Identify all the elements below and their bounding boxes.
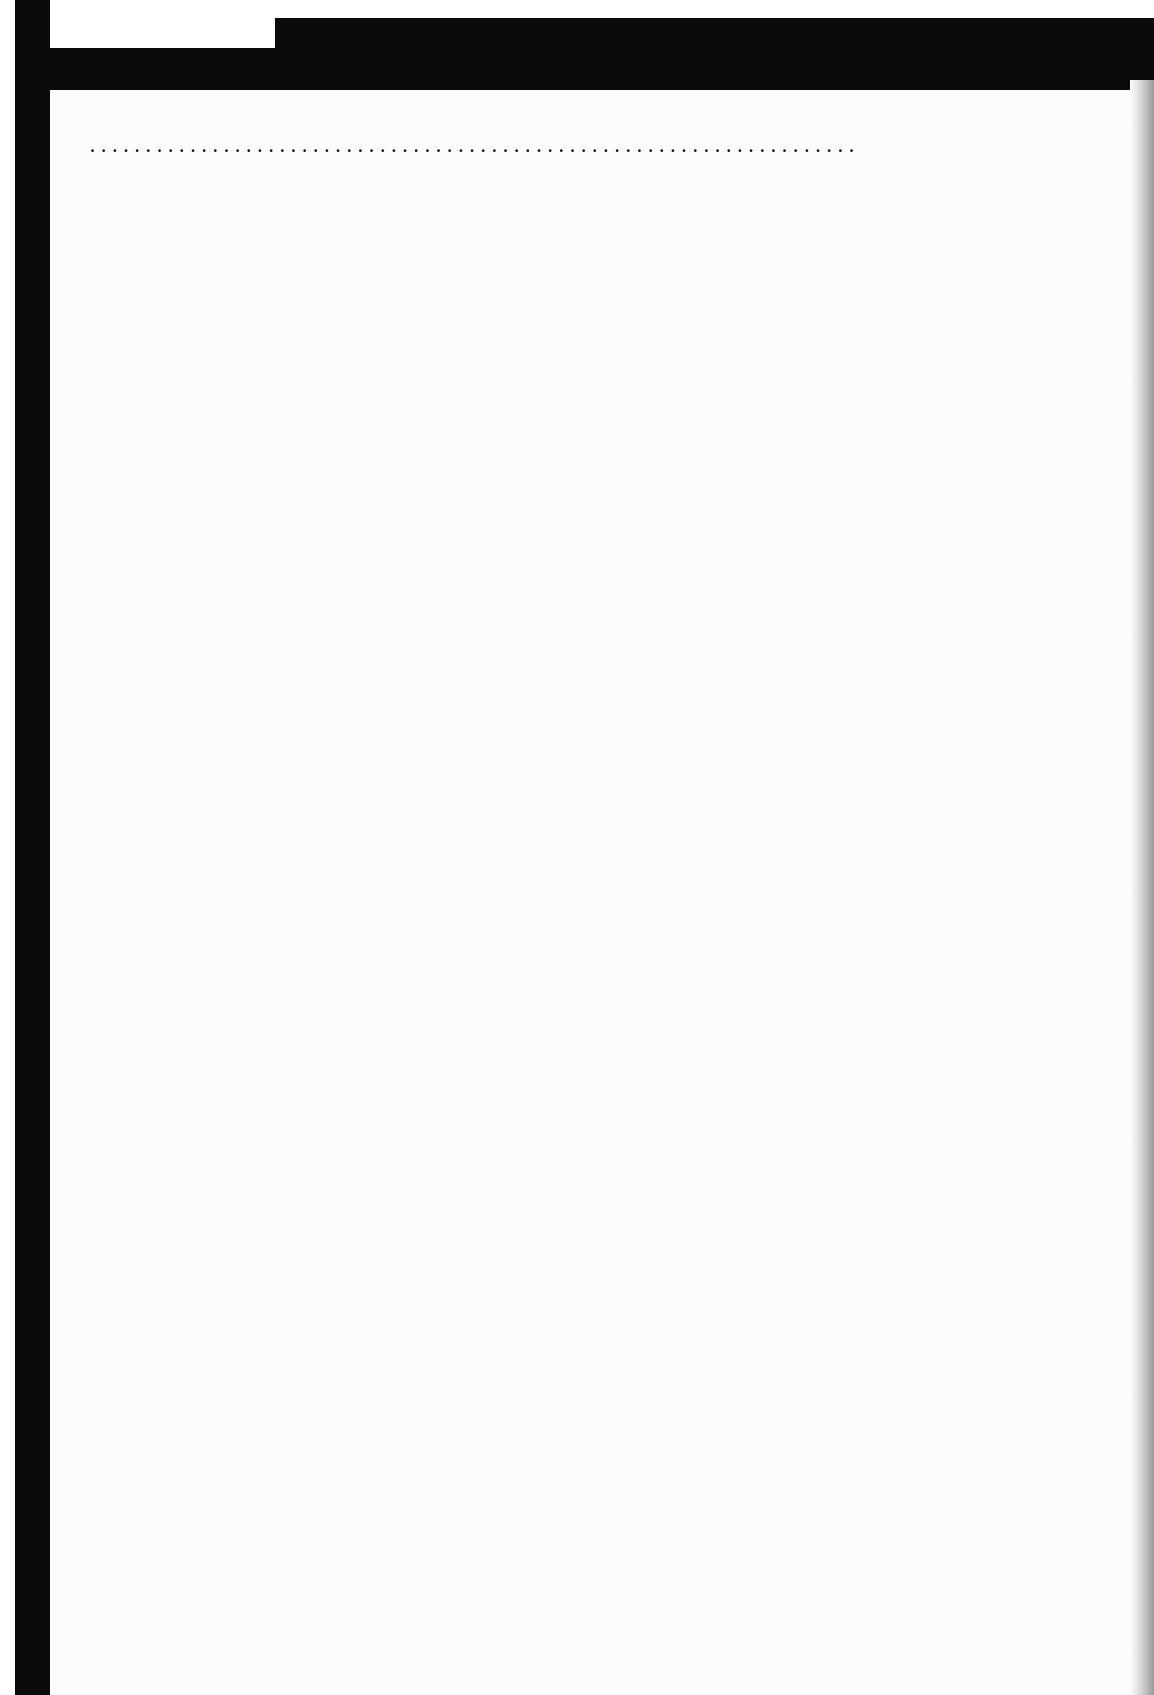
scan-border-right: [1130, 80, 1154, 1695]
scan-margin-left: [0, 0, 15, 1695]
scan-margin-strip: [275, 0, 1154, 18]
document-body: [90, 135, 1004, 183]
page-sheet: [50, 90, 1130, 1695]
item-25-line2-row: [90, 135, 1004, 161]
leader-dots: [90, 135, 856, 161]
item-25: [34, 135, 1004, 161]
